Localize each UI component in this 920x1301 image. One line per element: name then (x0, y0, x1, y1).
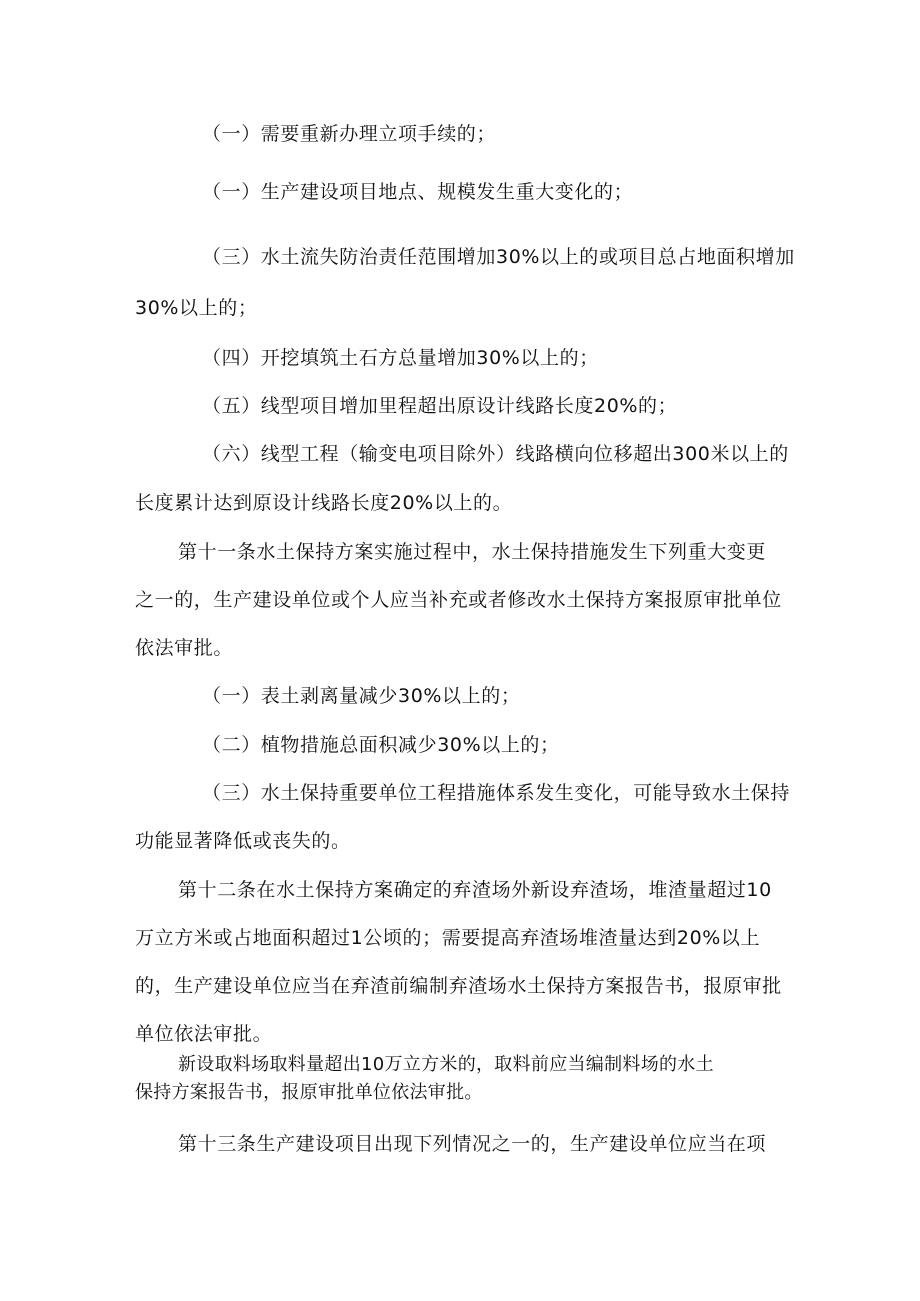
text-line: （一）表土剥离量减少30%以上的； (202, 685, 521, 707)
text-line: （一）生产建设项目地点、规模发生重大变化的； (202, 181, 634, 203)
text-line: （一）需要重新办理立项手续的； (202, 123, 497, 145)
text-line: （四）开挖填筑土石方总量增加30%以上的； (202, 347, 599, 369)
text-line: 单位依法审批。 (135, 1023, 273, 1045)
text-line: 的，生产建设单位应当在弃渣前编制弃渣场水土保持方案报告书，报原审批 (135, 975, 782, 997)
text-line: 万立方米或占地面积超过1公顷的；需要提高弃渣场堆渣量达到20%以上 (135, 927, 761, 949)
text-line: 功能显著降低或丧失的。 (135, 830, 351, 852)
text-line: （二）植物措施总面积减少30%以上的； (202, 734, 560, 756)
text-line: 第十三条生产建设项目出现下列情况之一的，生产建设单位应当在项 (178, 1133, 767, 1155)
text-line: （三）水土流失防治责任范围增加30%以上的或项目总占地面积增加 (202, 246, 795, 268)
text-line: 之一的，生产建设单位或个人应当补充或者修改水土保持方案报原审批单位 (135, 589, 782, 611)
text-line: 第十一条水土保持方案实施过程中，水土保持措施发生下列重大变更 (178, 541, 767, 563)
text-line: （五）线型项目增加里程超出原设计线路长度20%的； (202, 395, 678, 417)
text-line: 30%以上的； (135, 297, 258, 319)
text-line: （六）线型工程（输变电项目除外）线路横向位移超出300米以上的 (202, 443, 789, 465)
text-line: 长度累计达到原设计线路长度20%以上的。 (135, 492, 513, 514)
text-line: 保持方案报告书，报原审批单位依法审批。 (135, 1082, 483, 1103)
text-line: 第十二条在水土保持方案确定的弃渣场外新设弃渣场，堆渣量超过10 (178, 879, 772, 901)
text-line: 依法审批。 (135, 637, 234, 659)
text-line: 新设取料场取料量超出10万立方米的，取料前应当编制料场的水土 (178, 1054, 714, 1075)
text-line: （三）水土保持重要单位工程措施体系发生变化，可能导致水土保持 (202, 782, 791, 804)
